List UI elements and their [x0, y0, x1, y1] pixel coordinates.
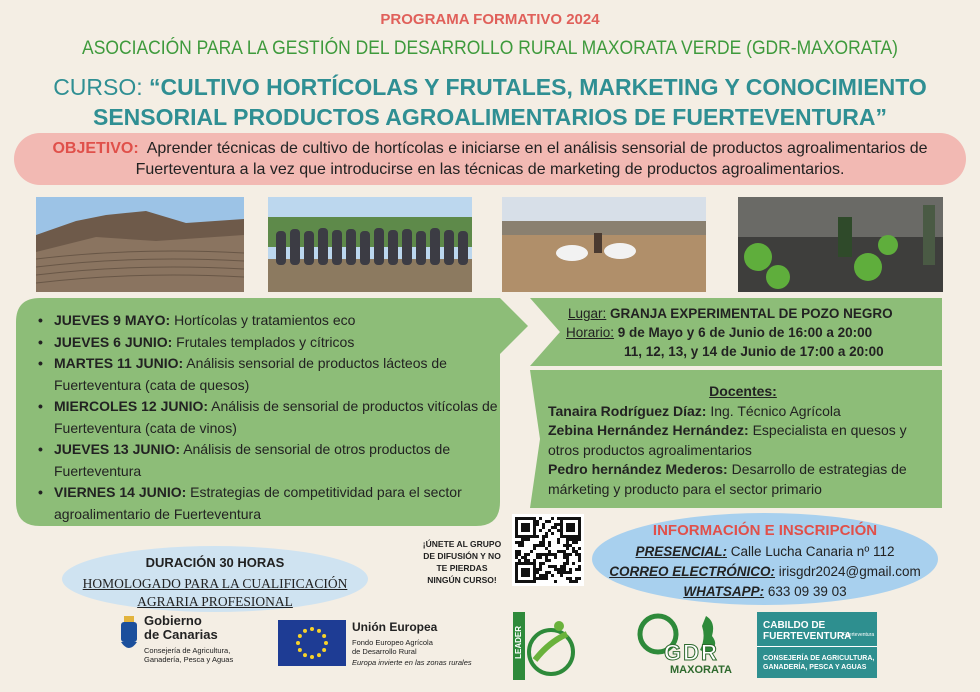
course-title-line2: SENSORIAL PRODUCTOS AGROALIMENTARIOS DE FUERTEVENTURA” — [93, 104, 887, 130]
schedule-day: JUEVES 6 JUNIO: — [54, 333, 173, 350]
whatsapp-label: WHATSAPP: — [683, 584, 765, 599]
join-group-text — [414, 538, 510, 586]
maxorata-text: MAXORATA — [670, 664, 732, 676]
teacher-role: Especialista en quesos y otros productos agroalimentarios — [548, 422, 907, 458]
gdr-maxorata-logo — [636, 612, 738, 678]
teacher-item — [548, 402, 938, 422]
course-prefix: CURSO: — [53, 74, 143, 100]
objective-box — [14, 133, 966, 185]
info-badge — [592, 513, 938, 605]
landscape-photo — [36, 197, 244, 292]
teachers-list — [548, 402, 938, 500]
objective-label: OBJETIVO: — [52, 140, 139, 157]
place-value: GRANJA EXPERIMENTAL DE POZO NEGRO — [610, 306, 893, 321]
teachers-box — [530, 370, 942, 508]
teacher-item — [548, 421, 938, 460]
gobierno-canarias-logo — [118, 612, 248, 674]
teacher-name: Zebina Hernández Hernández: — [548, 422, 749, 438]
gobierno-line1: Gobierno — [144, 613, 202, 628]
email-link[interactable]: irisgdr2024@gmail.com — [778, 564, 921, 579]
schedule-topic: Análisis de sensorial de productos vitícolas de Fuerteventura (cata de vinos) — [54, 398, 498, 436]
schedule-topic: Estrategias de competitividad para el sector agroalimentario de Fuerteventura — [54, 484, 462, 522]
presencial-address: Calle Lucha Canaria nº 112 — [730, 544, 895, 559]
coat-of-arms-icon — [118, 616, 140, 656]
teacher-role: Ing. Técnico Agrícola — [710, 402, 841, 419]
ue-title: Unión Europea — [352, 620, 438, 634]
schedule-day: JUEVES 9 MAYO: — [54, 312, 171, 328]
gobierno-line2: de Canarias — [144, 627, 218, 642]
place-label: Lugar: — [568, 306, 607, 321]
schedule-day: MARTES 11 JUNIO: — [54, 355, 184, 371]
qr-code[interactable] — [512, 514, 584, 586]
leader-logo — [513, 612, 577, 680]
schedule-day: JUEVES 13 JUNIO: — [54, 441, 181, 457]
schedule-item — [34, 396, 514, 439]
join-line2: DE DIFUSIÓN Y NO — [423, 551, 501, 561]
schedule-topic: Análisis de sensorial de otros productos de Fuerteventura — [54, 441, 451, 479]
vineyard-photo — [738, 197, 943, 292]
schedule-box — [16, 298, 528, 526]
ue-line1: Fondo Europeo Agrícola — [352, 638, 433, 647]
gobierno-line4: Ganadería, Pesca y Aguas — [144, 655, 234, 664]
email-label: CORREO ELECTRÓNICO: — [609, 564, 775, 579]
cabildo-fuerteventura-logo — [757, 612, 877, 678]
gdr-text: GDR — [664, 640, 719, 665]
presencial-label: PRESENCIAL: — [635, 544, 727, 559]
teacher-name: Pedro hernández Mederos: — [548, 461, 728, 477]
cabildo-line3: CONSEJERÍA DE AGRICULTURA, — [763, 655, 875, 662]
hours-line1: 9 de Mayo y 6 de Junio de 16:00 a 20:00 — [617, 325, 873, 340]
association-name: ASOCIACIÓN PARA LA GESTIÓN DEL DESARROLLO RURAL MAXORATA VERDE (GDR-MAXORATA) — [82, 38, 898, 59]
program-title: PROGRAMA FORMATIVO 2024 — [380, 11, 600, 28]
teacher-name: Tanaira Rodríguez Díaz: — [548, 402, 707, 419]
cabildo-small: Fuerteventura — [843, 632, 875, 638]
schedule-topic: Hortícolas y tratamientos eco — [174, 312, 356, 328]
schedule-topic: Frutales templados y cítricos — [176, 333, 355, 350]
schedule-day: VIERNES 14 JUNIO: — [54, 484, 187, 500]
schedule-topic: Análisis sensorial de productos lácteos de Fuerteventura (cata de quesos) — [54, 355, 447, 393]
union-europea-logo — [278, 612, 472, 674]
cabildo-line1: CABILDO DE — [763, 620, 826, 631]
info-title: INFORMACIÓN E INSCRIPCIÓN — [652, 522, 878, 539]
plough-photo — [502, 197, 706, 292]
place-box — [530, 298, 942, 366]
schedule-item — [34, 482, 514, 525]
duration-badge — [62, 546, 368, 612]
ue-line3: Europa invierte en las zonas rurales — [352, 658, 472, 667]
teacher-role: Desarrollo de estrategias de márketing y producto para el sector primario — [548, 461, 907, 497]
schedule-item — [34, 310, 514, 332]
eu-flag-icon — [278, 620, 346, 666]
whatsapp-number[interactable]: 633 09 39 03 — [767, 584, 847, 599]
cabildo-line4: GANADERÍA, PESCA Y AGUAS — [763, 664, 867, 671]
join-line3: TE PIERDAS — [436, 563, 488, 573]
objective-line1: Aprender técnicas de cultivo de hortícolas e iniciarse en el análisis sensorial de productos agroalimentarios de — [146, 140, 928, 157]
course-title — [0, 72, 980, 132]
hours-line2: 11, 12, 13, y 14 de Junio de 17:00 a 20:00 — [624, 344, 884, 359]
schedule-item — [34, 439, 514, 482]
leader-text: LEADER — [514, 626, 523, 659]
cabildo-line2: FUERTEVENTURA — [763, 631, 852, 642]
gobierno-line3: Consejería de Agricultura, — [144, 646, 231, 655]
duration-hours: DURACIÓN 30 HORAS — [145, 555, 285, 570]
ue-line2: de Desarrollo Rural — [352, 647, 417, 656]
schedule-day: MIERCOLES 12 JUNIO: — [54, 398, 209, 414]
group-photo — [268, 197, 472, 292]
hours-label: Horario: — [566, 325, 615, 340]
join-line1: ¡ÚNETE AL GRUPO — [422, 539, 502, 549]
homologated-line2: AGRARIA PROFESIONAL — [137, 594, 293, 609]
teachers-title: Docentes: — [709, 383, 777, 399]
schedule-item — [34, 332, 514, 354]
join-line4: NINGÚN CURSO! — [427, 575, 497, 585]
homologated-line1: HOMOLOGADO PARA LA CUALIFICACIÓN — [82, 576, 348, 591]
objective-line2: Fuerteventura a la vez que introducirse en las técnicas de marketing de productos agroalimentarios. — [135, 161, 845, 178]
schedule-list — [34, 310, 514, 525]
course-title-line1: “CULTIVO HORTÍCOLAS Y FRUTALES, MARKETING Y CONOCIMIENTO — [149, 74, 927, 100]
teacher-item — [548, 460, 938, 499]
schedule-item — [34, 353, 514, 396]
